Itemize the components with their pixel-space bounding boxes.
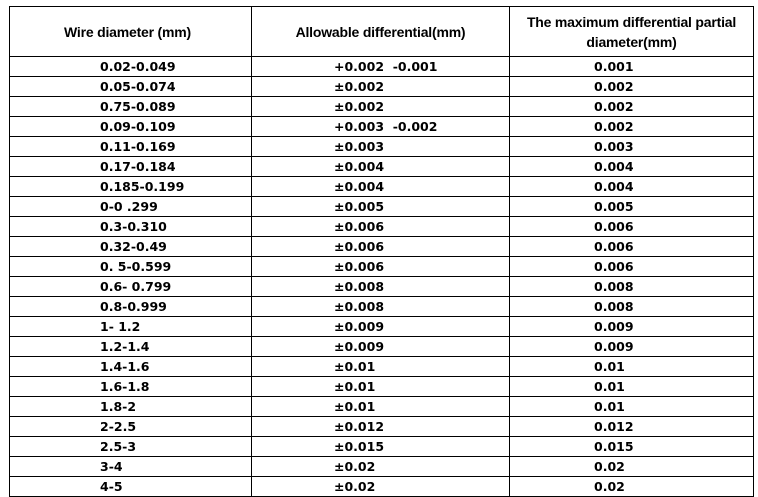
cell-allowable-differential: ±0.005	[252, 197, 510, 217]
table-row	[10, 117, 754, 137]
table-row	[10, 157, 754, 177]
cell-allowable-differential: ±0.004	[252, 177, 510, 197]
table-row	[10, 397, 754, 417]
table-row	[10, 197, 754, 217]
cell-allowable-differential: ±0.003	[252, 137, 510, 157]
table-body	[10, 57, 754, 497]
cell-allowable-differential: ±0.002	[252, 97, 510, 117]
cell-max-differential: 0.009	[510, 317, 754, 337]
table-row	[10, 77, 754, 97]
cell-wire-diameter: 0.02-0.049	[10, 57, 252, 77]
cell-max-differential: 0.002	[510, 117, 754, 137]
cell-allowable-differential: ±0.02	[252, 477, 510, 497]
header-allowable-differential: Allowable differential(mm)	[252, 7, 510, 57]
cell-wire-diameter: 0.05-0.074	[10, 77, 252, 97]
cell-allowable-differential: ±0.02	[252, 457, 510, 477]
cell-wire-diameter: 1- 1.2	[10, 317, 252, 337]
cell-max-differential: 0.002	[510, 77, 754, 97]
cell-max-differential: 0.015	[510, 437, 754, 457]
cell-max-differential: 0.006	[510, 257, 754, 277]
cell-wire-diameter: 1.6-1.8	[10, 377, 252, 397]
table-row	[10, 377, 754, 397]
table-row	[10, 477, 754, 497]
cell-max-differential: 0.003	[510, 137, 754, 157]
cell-wire-diameter: 1.8-2	[10, 397, 252, 417]
cell-allowable-differential: ±0.004	[252, 157, 510, 177]
table-row	[10, 137, 754, 157]
cell-allowable-differential: ±0.012	[252, 417, 510, 437]
table-row	[10, 337, 754, 357]
cell-max-differential: 0.005	[510, 197, 754, 217]
cell-allowable-differential: ±0.006	[252, 237, 510, 257]
cell-max-differential: 0.01	[510, 357, 754, 377]
cell-max-differential: 0.004	[510, 157, 754, 177]
cell-wire-diameter: 1.2-1.4	[10, 337, 252, 357]
header-row	[10, 7, 754, 57]
cell-allowable-differential: ±0.01	[252, 357, 510, 377]
table-row	[10, 57, 754, 77]
cell-wire-diameter: 0.17-0.184	[10, 157, 252, 177]
table-container	[9, 6, 753, 497]
cell-allowable-differential: ±0.009	[252, 317, 510, 337]
table-row	[10, 97, 754, 117]
cell-allowable-differential: ±0.002	[252, 77, 510, 97]
cell-max-differential: 0.01	[510, 397, 754, 417]
cell-max-differential: 0.008	[510, 297, 754, 317]
cell-allowable-differential: +0.003 -0.002	[252, 117, 510, 137]
cell-wire-diameter: 3-4	[10, 457, 252, 477]
cell-max-differential: 0.006	[510, 237, 754, 257]
cell-allowable-differential: ±0.01	[252, 377, 510, 397]
cell-wire-diameter: 0. 5-0.599	[10, 257, 252, 277]
cell-max-differential: 0.02	[510, 457, 754, 477]
table-row	[10, 297, 754, 317]
wire-tolerance-table	[9, 6, 754, 497]
table-row	[10, 357, 754, 377]
header-wire-diameter: Wire diameter (mm)	[10, 7, 252, 57]
cell-max-differential: 0.02	[510, 477, 754, 497]
table-row	[10, 217, 754, 237]
table-row	[10, 257, 754, 277]
cell-wire-diameter: 0.32-0.49	[10, 237, 252, 257]
cell-wire-diameter: 0.6- 0.799	[10, 277, 252, 297]
cell-wire-diameter: 4-5	[10, 477, 252, 497]
cell-wire-diameter: 0.75-0.089	[10, 97, 252, 117]
table-row	[10, 437, 754, 457]
cell-max-differential: 0.004	[510, 177, 754, 197]
table-row	[10, 237, 754, 257]
cell-allowable-differential: ±0.015	[252, 437, 510, 457]
cell-allowable-differential: ±0.006	[252, 217, 510, 237]
cell-allowable-differential: ±0.01	[252, 397, 510, 417]
table-row	[10, 277, 754, 297]
cell-wire-diameter: 0.3-0.310	[10, 217, 252, 237]
table-row	[10, 457, 754, 477]
cell-wire-diameter: 0-0 .299	[10, 197, 252, 217]
header-max-differential-partial-diameter: The maximum differential partial diameter(mm)	[510, 7, 754, 57]
cell-max-differential: 0.01	[510, 377, 754, 397]
table-row	[10, 177, 754, 197]
cell-allowable-differential: +0.002 -0.001	[252, 57, 510, 77]
cell-max-differential: 0.008	[510, 277, 754, 297]
cell-wire-diameter: 0.8-0.999	[10, 297, 252, 317]
cell-allowable-differential: ±0.008	[252, 277, 510, 297]
cell-max-differential: 0.009	[510, 337, 754, 357]
table-row	[10, 317, 754, 337]
cell-wire-diameter: 2.5-3	[10, 437, 252, 457]
cell-allowable-differential: ±0.008	[252, 297, 510, 317]
table-row	[10, 417, 754, 437]
cell-max-differential: 0.012	[510, 417, 754, 437]
cell-wire-diameter: 1.4-1.6	[10, 357, 252, 377]
cell-allowable-differential: ±0.009	[252, 337, 510, 357]
cell-wire-diameter: 0.185-0.199	[10, 177, 252, 197]
cell-allowable-differential: ±0.006	[252, 257, 510, 277]
cell-wire-diameter: 0.09-0.109	[10, 117, 252, 137]
cell-wire-diameter: 2-2.5	[10, 417, 252, 437]
cell-max-differential: 0.001	[510, 57, 754, 77]
cell-max-differential: 0.006	[510, 217, 754, 237]
cell-max-differential: 0.002	[510, 97, 754, 117]
cell-wire-diameter: 0.11-0.169	[10, 137, 252, 157]
